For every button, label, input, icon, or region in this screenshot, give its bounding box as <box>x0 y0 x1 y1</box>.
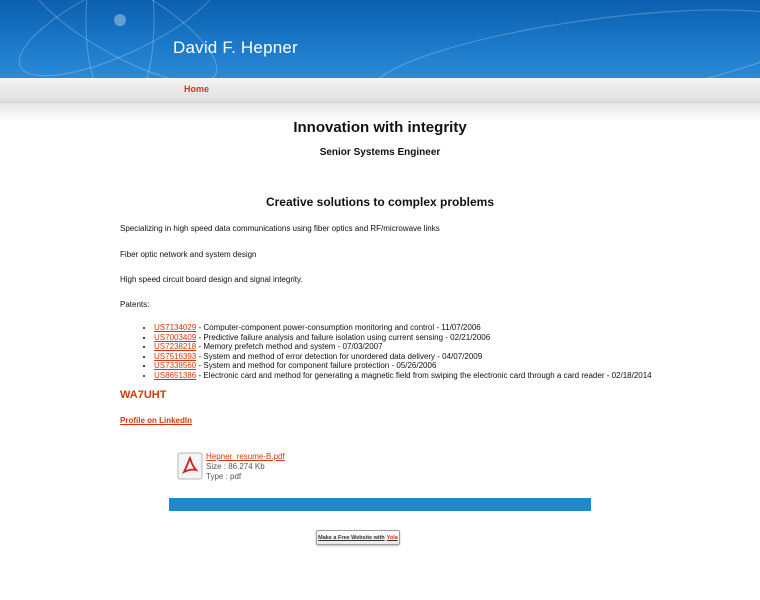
patent-description: - System and method for component failure protection - 05/26/2006 <box>196 361 437 370</box>
intro-paragraph-3: High speed circuit board design and signal integrity. <box>120 275 303 284</box>
patent-item <box>154 352 652 362</box>
patent-description: - Computer-component power-consumption monitoring and control - 11/07/2006 <box>196 323 481 332</box>
site-title: David F. Hepner <box>173 38 298 57</box>
linkedin-link[interactable]: Profile on LinkedIn <box>120 416 193 425</box>
intro-paragraph-1: Specializing in high speed data communications using fiber optics and RF/microwave links <box>120 224 440 233</box>
badge-brand: Yola <box>386 534 398 541</box>
patents-label: Patents: <box>120 300 150 309</box>
patent-description: - System and method of error detection for unordered data delivery - 04/07/2009 <box>196 351 483 361</box>
intro-paragraph-2: Fiber optic network and system design <box>120 250 257 259</box>
patent-description: - Predictive failure analysis and failure isolation using current sensing - 02/21/2006 <box>196 332 491 342</box>
footer-bar <box>169 498 591 511</box>
patent-item <box>154 342 652 352</box>
patent-item <box>154 333 652 343</box>
patents-list <box>145 323 652 380</box>
section-heading: Creative solutions to complex problems <box>265 195 495 209</box>
file-meta <box>206 452 285 482</box>
patent-link[interactable]: US7134029 <box>154 323 197 332</box>
patent-item <box>154 371 652 381</box>
callsign-heading: WA7UHT <box>120 389 167 401</box>
patent-item <box>154 323 652 333</box>
patent-link[interactable]: US7003409 <box>154 332 197 342</box>
nav-bar <box>0 78 760 103</box>
yola-badge-button[interactable] <box>316 530 400 545</box>
patent-description: - Memory prefetch method and system - 07/03/2007 <box>196 342 383 351</box>
file-download-link[interactable]: Hepner_resume-B.pdf <box>206 452 285 461</box>
patent-link[interactable]: US8651386 <box>154 370 197 380</box>
nav-home-link[interactable]: Home <box>184 84 210 94</box>
patent-link[interactable]: US7238218 <box>154 342 197 351</box>
file-type: Type : pdf <box>206 472 242 481</box>
patent-link[interactable]: US7516393 <box>154 351 197 361</box>
patent-description: - Electronic card and method for generating a magnetic field from swiping the electronic card through a card reader - 02/18/2014 <box>196 370 652 380</box>
file-size: Size : 86.274 Kb <box>206 462 265 471</box>
badge-text: Make a Free Website with <box>318 534 385 541</box>
pdf-icon[interactable] <box>177 452 203 480</box>
atom-graphic <box>0 0 760 78</box>
page-title: Innovation with integrity <box>293 119 467 136</box>
site-header <box>0 0 760 78</box>
patent-link[interactable]: US7338560 <box>154 361 197 370</box>
page-subtitle: Senior Systems Engineer <box>319 147 441 158</box>
patent-item <box>154 361 652 371</box>
